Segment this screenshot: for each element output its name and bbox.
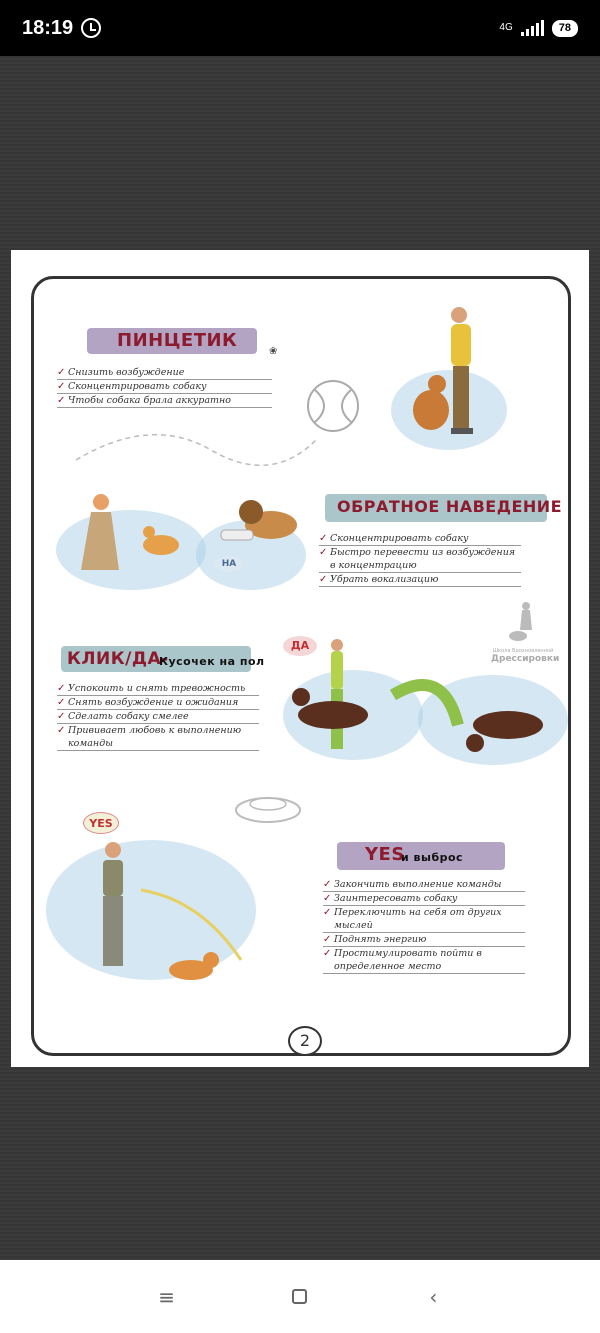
list-item: ✓ Сконцентрировать собаку: [319, 532, 521, 546]
logo-line2: Дрессировки: [491, 654, 560, 664]
document-page[interactable]: [11, 250, 589, 1067]
section-subtitle-click: Кусочек на пол: [159, 655, 265, 668]
status-time: 18:19: [22, 16, 74, 39]
speech-bubble-na: НА: [214, 556, 244, 572]
section-title-click: КЛИК/ДА-: [67, 649, 169, 669]
list-item: ✓ Сконцентрировать собаку: [57, 380, 272, 394]
home-icon: [292, 1289, 307, 1304]
section-title-reverse: ОБРАТНОЕ НАВЕДЕНИЕ: [337, 497, 563, 516]
section-subtitle-yes: и выброс: [401, 851, 464, 864]
page-number: 2: [288, 1026, 322, 1056]
status-right: [499, 20, 578, 37]
paw-icon: ❀: [269, 346, 278, 357]
list-item: ✓ Сделать собаку смелее: [57, 710, 259, 724]
logo-line1: Школа Вдохновленной: [492, 648, 554, 654]
back-icon: ‹: [429, 1284, 438, 1309]
list-item: ✓ Снизить возбуждение: [57, 366, 272, 380]
man-with-corgi-illustration: [41, 820, 261, 1000]
girl-and-dogs-illustration: [51, 470, 311, 595]
alarm-icon: [81, 18, 101, 38]
network-label: 4G: [499, 22, 513, 33]
doberman-training-illustration: [283, 635, 573, 775]
back-button[interactable]: [413, 1277, 453, 1317]
list-item: ✓ Переключить на себя от других мыслей: [323, 906, 525, 933]
list-item: ✓ Быстро перевести из возбуждения в концентрацию: [319, 546, 521, 573]
list-item: ✓ Прививает любовь к выполнению команды: [57, 724, 259, 751]
home-button[interactable]: [280, 1277, 320, 1317]
menu-icon: ≡: [158, 1284, 176, 1309]
list-item: ✓ Успокоить и снять тревожность: [57, 682, 259, 696]
list-item: ✓ Простимулировать пойти в определенное место: [323, 947, 525, 974]
menu-button[interactable]: [147, 1277, 187, 1317]
checklist-yes: [323, 878, 525, 974]
checklist-pincetik: [57, 366, 272, 408]
section-title-yes: YES: [365, 844, 405, 865]
man-with-dog-illustration: [389, 300, 509, 450]
list-item: ✓ Убрать вокализацию: [319, 573, 521, 587]
section-title-pincetik: ПИНЦЕТИК: [117, 330, 238, 351]
checklist-click: [57, 682, 259, 751]
battery-icon: 78: [552, 20, 578, 37]
list-item: ✓ Заинтересовать собаку: [323, 892, 525, 906]
speech-bubble-yes: YES: [83, 812, 119, 834]
signal-icon: [521, 20, 544, 36]
list-item: ✓ Чтобы собака брала аккуратно: [57, 394, 272, 408]
status-bar: [0, 0, 600, 56]
checklist-reverse: [319, 532, 521, 587]
list-item: ✓ Снять возбуждение и ожидания: [57, 696, 259, 710]
speech-bubble-da: ДА: [283, 636, 317, 656]
navigation-bar: [0, 1260, 600, 1333]
list-item: ✓ Закончить выполнение команды: [323, 878, 525, 892]
list-item: ✓ Поднять энергию: [323, 933, 525, 947]
